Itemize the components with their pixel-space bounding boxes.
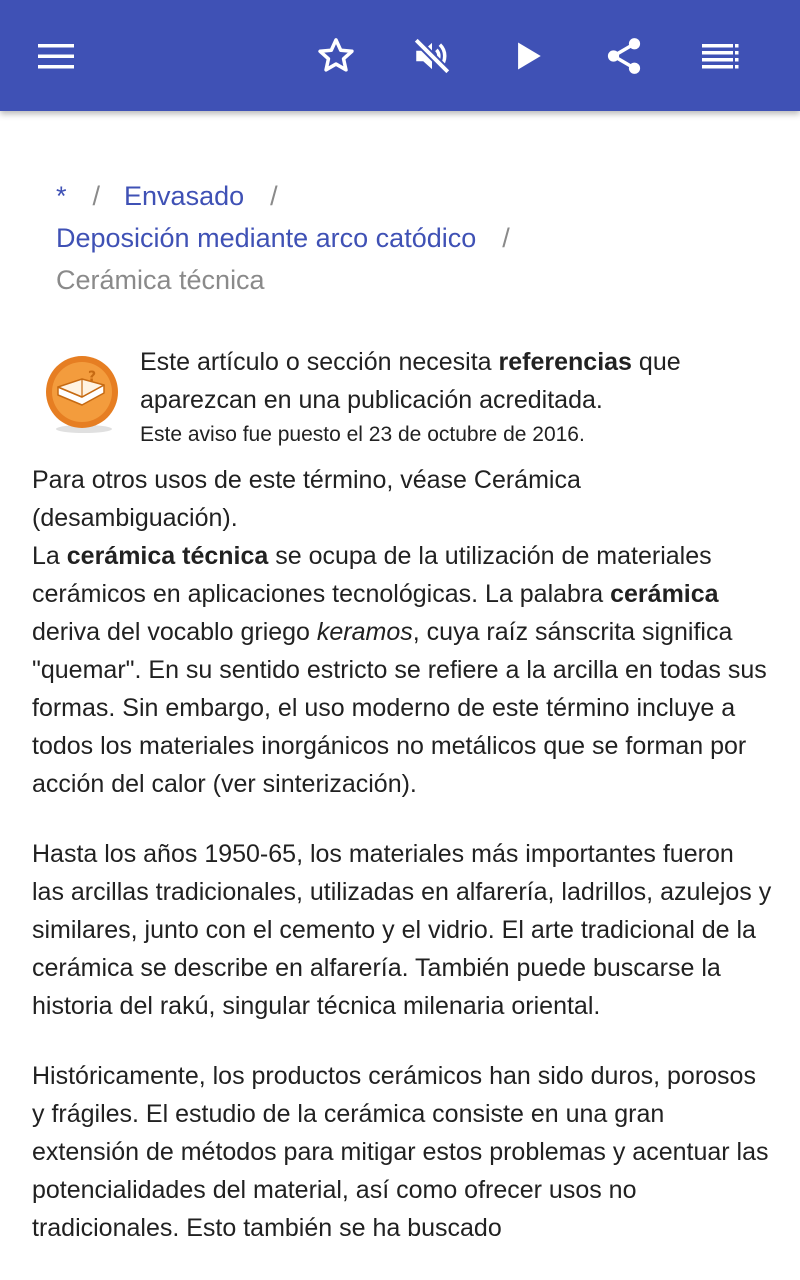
- article-content: [0, 111, 800, 1280]
- breadcrumb-current: Cerámica técnica: [56, 265, 265, 295]
- notice-text-end: que aparezcan en una publicación acreditada.: [140, 348, 681, 414]
- breadcrumb-root-link[interactable]: *: [56, 181, 67, 211]
- breadcrumb-separator: /: [502, 223, 510, 253]
- share-button[interactable]: [596, 28, 652, 84]
- breadcrumb-deposicion-link[interactable]: Deposición mediante arco catódico: [56, 223, 477, 253]
- notice-text: [140, 343, 760, 451]
- menu-button[interactable]: [28, 28, 84, 84]
- paragraph-1: [32, 537, 772, 803]
- breadcrumb: [56, 175, 756, 301]
- play-icon: [511, 39, 545, 73]
- p1-italic-word: keramos: [316, 618, 413, 646]
- paragraph-2: Hasta los años 1950-65, los materiales más importantes fueron las arcillas tradicionales, utilizadas en alfarería, ladrillos, azulejos y similares, junto con el cemento y el vidrio. El arte tradicional de la cerámica se describe en alfarería. También puede buscarse la historia del rakú, singular técnica milenaria oriental.: [32, 840, 772, 1020]
- p1-bold-term: cerámica técnica: [66, 542, 269, 570]
- p1-text: deriva del vocablo griego: [32, 618, 317, 646]
- breadcrumb-separator: /: [92, 181, 101, 211]
- references-notice: [44, 343, 764, 453]
- breadcrumb-separator: /: [270, 181, 278, 211]
- notice-references-bold: referencias: [498, 348, 632, 376]
- mute-button[interactable]: [404, 28, 460, 84]
- notice-text-start: Este artículo o sección necesita: [140, 348, 499, 376]
- list-menu-icon: [700, 41, 740, 71]
- p1-text: La: [32, 542, 67, 570]
- p1-text: se ocupa de la utilización de materiales cerámicos en aplicaciones tecnológicas. La palabra: [32, 542, 712, 608]
- disambiguation-note: Para otros usos de este término, véase Cerámica (desambiguación).: [32, 466, 581, 532]
- app-toolbar: [0, 0, 800, 111]
- contents-button[interactable]: [692, 28, 748, 84]
- article-body: [32, 461, 772, 1279]
- star-icon: [315, 35, 357, 77]
- menu-icon: [36, 41, 76, 71]
- svg-text:?: ?: [88, 369, 97, 385]
- paragraph-3: Históricamente, los productos cerámicos han sido duros, porosos y frágiles. El estudio de la cerámica consiste en una gran extensión de métodos para mitigar estos problemas y acentuar las potencialidades del material, así como ofrecer usos no tradicionales. Esto también se ha buscado: [32, 1062, 769, 1242]
- p1-bold-word: cerámica: [610, 580, 719, 608]
- p1-text: , cuya raíz sánscrita significa "quemar". En su sentido estricto se refiere a la arcilla en todas sus formas. Sin embargo, el uso moderno de este término incluye a todos los materiales inorgánicos no metálicos que se forman por acción del calor (ver sinterización).: [32, 618, 767, 798]
- breadcrumb-envasado-link[interactable]: Envasado: [124, 181, 245, 211]
- volume-off-icon: [411, 35, 453, 77]
- notice-date: Este aviso fue puesto el 23 de octubre de 2016.: [140, 423, 585, 446]
- book-question-icon: [44, 355, 124, 435]
- share-icon: [603, 35, 645, 77]
- play-button[interactable]: [500, 28, 556, 84]
- favorite-button[interactable]: [308, 28, 364, 84]
